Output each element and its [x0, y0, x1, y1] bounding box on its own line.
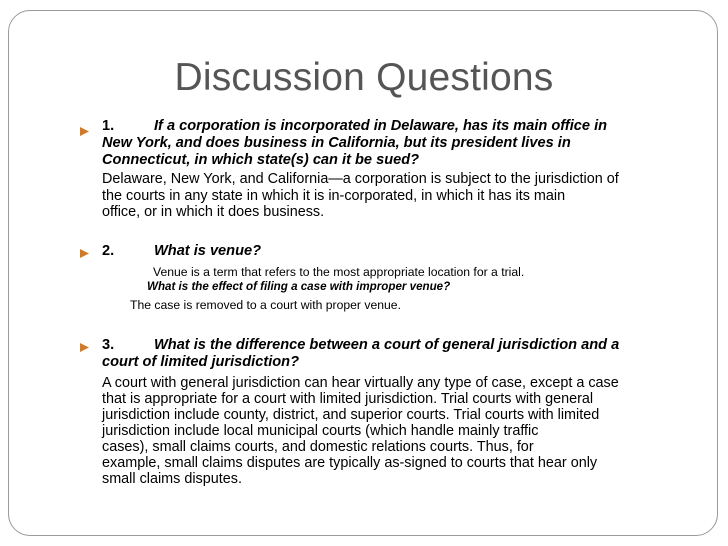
question-3-text: What is the difference between a court of general jurisdiction and a [154, 337, 620, 353]
question-2-text: What is venue? [154, 243, 262, 259]
question-1-line-3: Connecticut, in which state(s) can it be sued? [102, 152, 420, 168]
question-2-number: 2. [102, 243, 115, 259]
question-1-text: If a corporation is incorporated in Delaware, has its main office in [154, 118, 608, 134]
answer-2: Venue is a term that refers to the most appropriate location for a trial. [153, 265, 525, 279]
answer-1-line-2: the courts in any state in which it is in-corporated, in which it has its main [102, 187, 566, 204]
answer-3-line-6: example, small claims disputes are typically as-signed to courts that hear only [102, 455, 598, 471]
question-1-number: 1. [102, 118, 115, 134]
question-3-number: 3. [102, 337, 115, 353]
answer-1-line-3: office, or in which it does business. [102, 204, 325, 220]
question-1-line-1 [102, 118, 607, 135]
answer-3-line-2: that is appropriate for a court with limited jurisdiction. Trial courts with general [102, 391, 594, 407]
question-3-line-2: court of limited jurisdiction? [102, 354, 300, 370]
answer-3-line-4: jurisdiction include local municipal courts (which handle mainly traffic [102, 423, 539, 439]
answer-3-line-5: cases), small claims courts, and domestic relations courts. Thus, for [102, 439, 534, 455]
answer-3-line-7: small claims disputes. [102, 471, 242, 487]
question-2-line [102, 243, 261, 260]
answer-3-line-3: jurisdiction include county, district, and superior courts. Trial courts with limited [102, 407, 600, 423]
answer-3-line-1: A court with general jurisdiction can hear virtually any type of case, except a case [102, 375, 619, 391]
question-2-followup: What is the effect of filing a case with improper venue? [147, 280, 451, 293]
answer-1-line-1: Delaware, New York, and California—a corporation is subject to the jurisdiction of [102, 171, 619, 187]
answer-2-followup: The case is removed to a court with proper venue. [130, 298, 401, 312]
slide-title: Discussion Questions [174, 56, 554, 99]
question-3-line-1 [102, 337, 619, 354]
question-1-line-2: New York, and does business in California, but its president lives in [102, 135, 571, 151]
